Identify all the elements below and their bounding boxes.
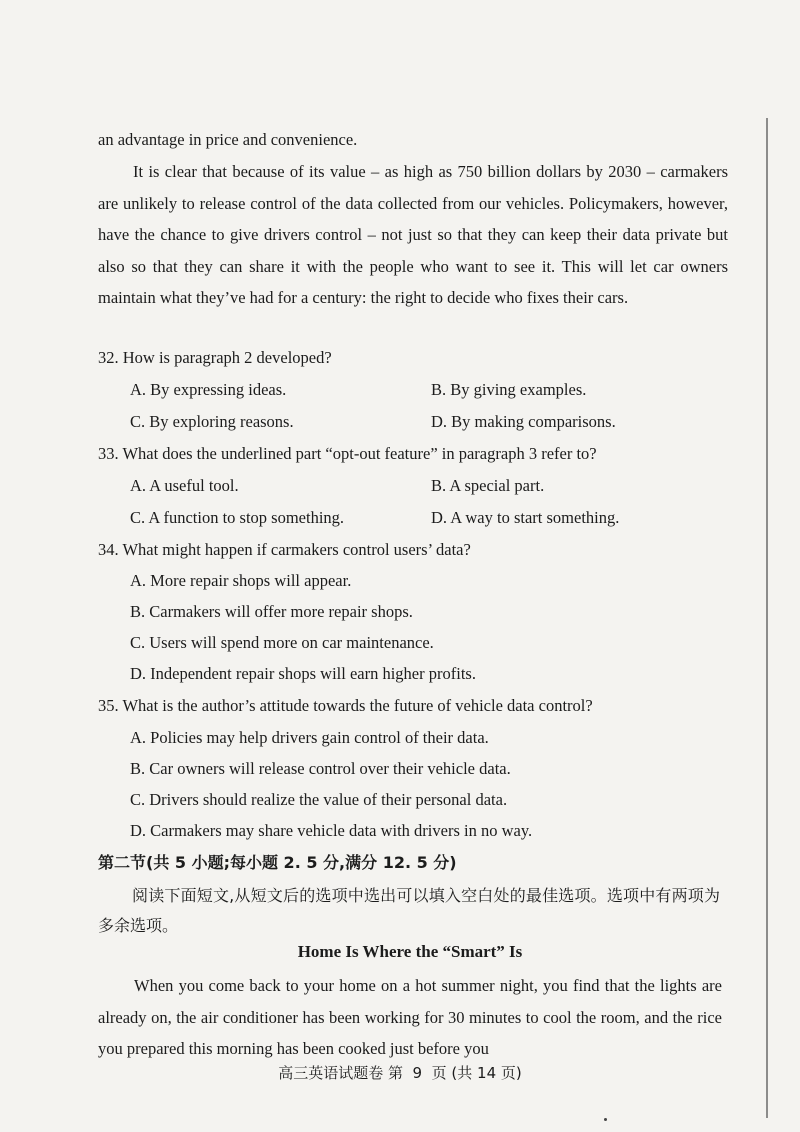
q35-option-b[interactable]: B. Car owners will release control over their vehicle data. [130, 759, 511, 778]
passage-continuation: an advantage in price and convenience. [98, 130, 358, 149]
q35-option-c[interactable]: C. Drivers should realize the value of their personal data. [130, 790, 508, 809]
q34-option-d[interactable]: D. Independent repair shops will earn higher profits. [130, 664, 476, 683]
q35-option-a[interactable]: A. Policies may help drivers gain control of their data. [130, 728, 489, 747]
section-2-paragraph: When you come back to your home on a hot summer night, you find that the lights are already on, the air conditioner has been working for 30 minutes to cool the room, and the rice you prepared this morning has been cooked just before you [98, 976, 722, 1059]
question-35-stem: 35. What is the author’s attitude towards the future of vehicle data control? [98, 696, 593, 715]
q32-option-b[interactable]: B. By giving examples. [431, 380, 587, 399]
q33-option-a[interactable]: A. A useful tool. [130, 476, 239, 495]
q32-option-d[interactable]: D. By making comparisons. [431, 412, 616, 431]
q33-option-d[interactable]: D. A way to start something. [431, 508, 620, 527]
section-2-instructions: 阅读下面短文,从短文后的选项中选出可以填入空白处的最佳选项。选项中有两项为多余选项。 [98, 886, 720, 935]
q32-option-c[interactable]: C. By exploring reasons. [130, 412, 294, 431]
question-32-stem: 32. How is paragraph 2 developed? [98, 348, 332, 367]
page-footer: 高三英语试题卷 第 9 页 (共 14 页) [278, 1064, 522, 1082]
q32-option-a[interactable]: A. By expressing ideas. [130, 380, 287, 399]
passage-final-paragraph: It is clear that because of its value – as high as 750 billion dollars by 2030 – carmakers are unlikely to release control of the data collected from our vehicles. Policymakers, however, have the chance to give drivers control – not just so that they can keep their data private but also so that they can share it with the people who want to see it. This will let car owners maintain what they’ve had for a century: the right to decide who fixes their cars. [98, 162, 728, 308]
section-2-heading: 第二节(共 5 小题;每小题 2. 5 分,满分 12. 5 分) [98, 853, 457, 872]
passage-title: Home Is Where the “Smart” Is [297, 942, 523, 961]
q33-option-b[interactable]: B. A special part. [431, 476, 545, 495]
question-33-stem: 33. What does the underlined part “opt-out feature” in paragraph 3 refer to? [98, 444, 597, 463]
q34-option-c[interactable]: C. Users will spend more on car maintenance. [130, 633, 434, 652]
question-34-stem: 34. What might happen if carmakers control users’ data? [98, 540, 471, 559]
q34-option-b[interactable]: B. Carmakers will offer more repair shops. [130, 602, 413, 621]
scan-speck [604, 1118, 607, 1121]
margin-line [766, 118, 768, 1118]
q35-option-d[interactable]: D. Carmakers may share vehicle data with drivers in no way. [130, 821, 533, 840]
q34-option-a[interactable]: A. More repair shops will appear. [130, 571, 352, 590]
q33-option-c[interactable]: C. A function to stop something. [130, 508, 345, 527]
